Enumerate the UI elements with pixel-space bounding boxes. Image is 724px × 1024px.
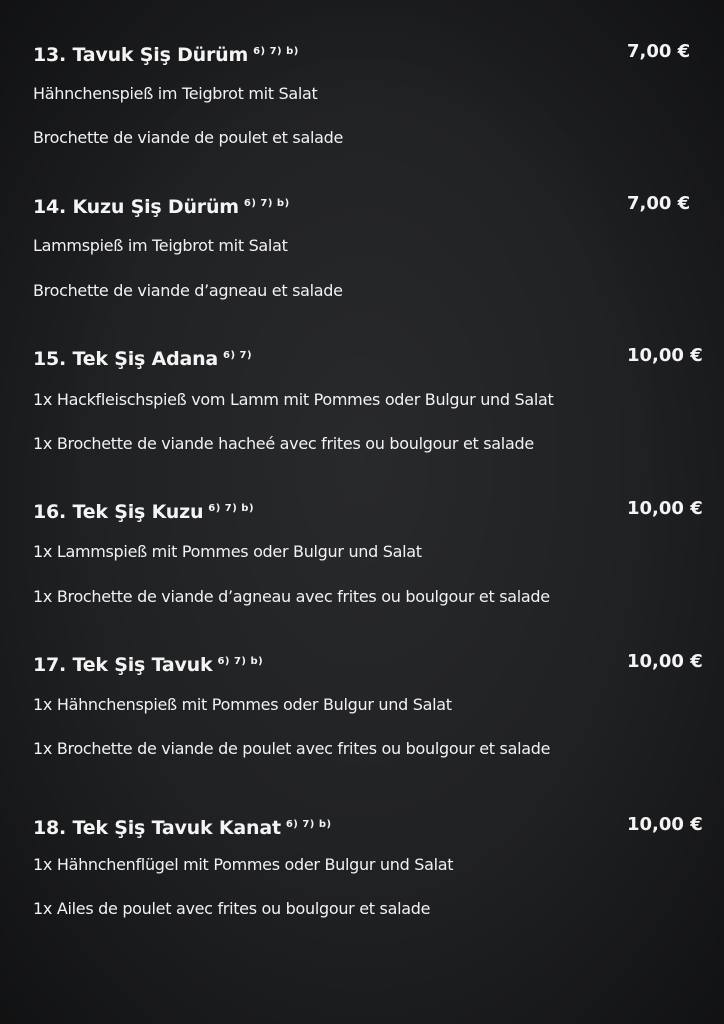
- menu-item-header: [33, 192, 701, 222]
- menu-item-title: [33, 40, 299, 67]
- menu-item-price: 7,00 €: [627, 41, 691, 62]
- menu-item-header: [33, 40, 701, 70]
- description-german: 1x Hackfleischspieß vom Lamm mit Pommes oder Bulgur und Salat: [33, 390, 554, 409]
- menu-item-name: 15. Tek Şiş Adana: [33, 348, 219, 370]
- description-french: 1x Brochette de viande hacheé avec frites ou boulgour et salade: [33, 434, 534, 453]
- menu-item-name: 16. Tek Şiş Kuzu: [33, 501, 204, 523]
- menu-item: [33, 344, 703, 453]
- allergen-codes: 6) 7) b): [253, 46, 299, 57]
- description-german: Lammspieß im Teigbrot mit Salat: [33, 236, 288, 255]
- menu-item-title: [33, 650, 263, 677]
- description-french: Brochette de viande de poulet et salade: [33, 128, 343, 147]
- menu-item-title: [33, 497, 254, 524]
- menu-item: [33, 650, 703, 758]
- menu-item-title: [33, 344, 252, 371]
- menu-item-price: 10,00 €: [627, 814, 703, 835]
- menu-item: [33, 40, 701, 147]
- menu-item-price: 10,00 €: [627, 345, 703, 366]
- allergen-codes: 6) 7) b): [208, 503, 255, 514]
- menu-item-header: [33, 650, 701, 680]
- menu-item-header: [33, 344, 701, 374]
- description-french: 1x Ailes de poulet avec frites ou boulgour et salade: [33, 899, 431, 918]
- menu-item: [33, 192, 701, 300]
- description-french: 1x Brochette de viande de poulet avec frites ou boulgour et salade: [33, 739, 551, 758]
- description-german: 1x Hähnchenspieß mit Pommes oder Bulgur und Salat: [33, 695, 452, 714]
- menu-item-header: [33, 813, 701, 843]
- menu-item-name: 17. Tek Şiş Tavuk: [33, 654, 213, 676]
- menu-item-name: 18. Tek Şiş Tavuk Kanat: [33, 817, 281, 839]
- menu-item-header: [33, 497, 701, 527]
- menu-item-price: 10,00 €: [627, 498, 703, 519]
- description-french: 1x Brochette de viande d’agneau avec frites ou boulgour et salade: [33, 587, 550, 606]
- menu-item-title: [33, 813, 332, 840]
- description-french: Brochette de viande d’agneau et salade: [33, 281, 343, 300]
- menu-item: [33, 813, 703, 918]
- menu-item-price: 10,00 €: [627, 651, 703, 672]
- menu-item-name: 13. Tavuk Şiş Dürüm: [33, 44, 249, 66]
- menu-item-price: 7,00 €: [627, 193, 691, 214]
- description-german: 1x Lammspieß mit Pommes oder Bulgur und Salat: [33, 542, 422, 561]
- description-german: 1x Hähnchenflügel mit Pommes oder Bulgur und Salat: [33, 855, 454, 874]
- menu-item: [33, 497, 703, 606]
- menu-item-title: [33, 192, 290, 219]
- allergen-codes: 6) 7) b): [217, 656, 264, 667]
- allergen-codes: 6) 7) b): [285, 819, 332, 830]
- allergen-codes: 6) 7): [223, 350, 253, 361]
- menu-item-name: 14. Kuzu Şiş Dürüm: [33, 196, 239, 218]
- allergen-codes: 6) 7) b): [243, 198, 290, 209]
- description-german: Hähnchenspieß im Teigbrot mit Salat: [33, 84, 318, 103]
